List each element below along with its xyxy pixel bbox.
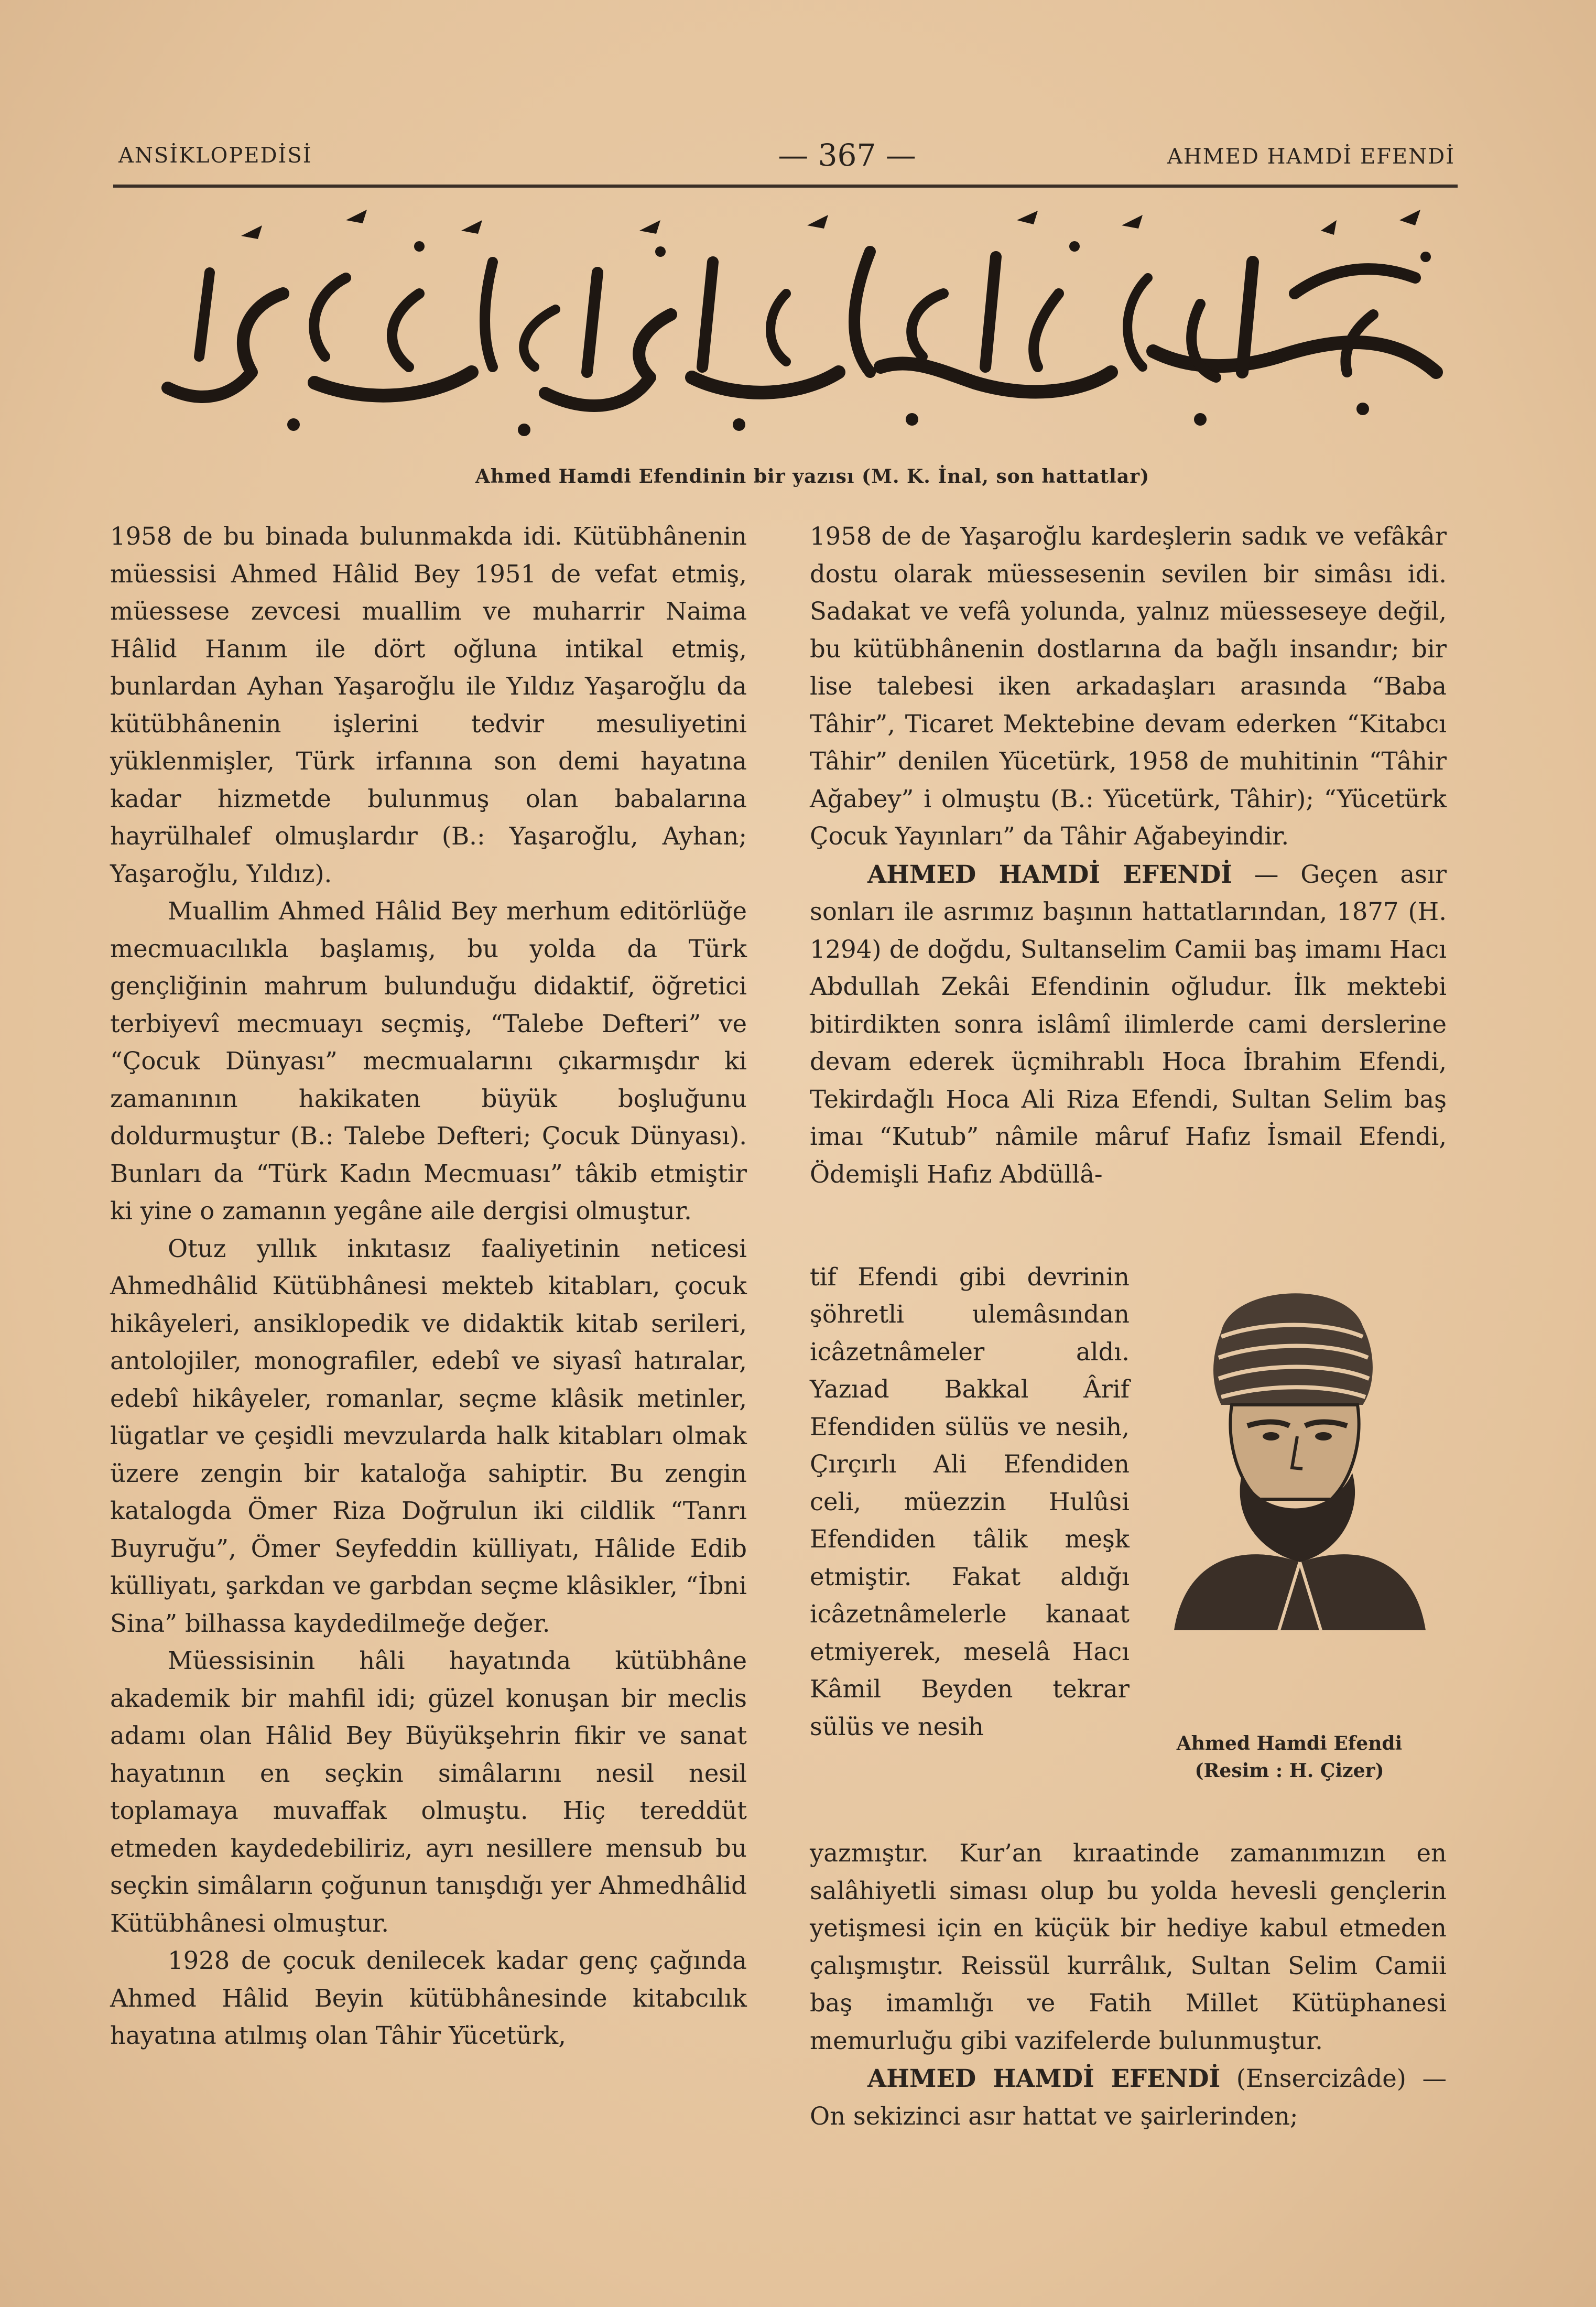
- portrait-caption-name: Ahmed Hamdi Efendi: [1176, 1732, 1403, 1754]
- left-paragraph-3: Otuz yıllık inkıtasız faaliyetinin neticesi Ahmedhâlid Kütübhânesi mekteb kitabları, çocuk hikâyeleri, ansiklopedik ve didaktik kitab serileri, antolojiler, monografiler, edebî ve siyasî hatıralar, edebî hikâyeler, romanlar, seçme klâsik metinler, lügatlar ve çeşidli mevzularda halk kitabları olmak üzere zengin bir kataloğa sahiptir. Bu zengin katalogda Ömer Riza Doğrulun iki cildlik “Tanrı Buyruğu”, Ömer Seyfeddin külliyatı, Hâlide Edib külliyatı, şarkdan ve garbdan seçme klâsikler, “İbni Sina” bilhassa kaydedilmeğe değer.: [110, 1234, 747, 1638]
- portrait-caption: [1127, 1730, 1452, 1784]
- entry-headword-2: AHMED HAMDİ EFENDİ: [867, 2064, 1221, 2093]
- page-number: — 367 —: [778, 137, 916, 173]
- right-column-narrow: [810, 1234, 1130, 1770]
- header-left: ANSİKLOPEDİSİ: [118, 144, 312, 168]
- right-paragraph-after: yazmıştır. Kur’an kıraatinde zamanımızın en salâhiyetli siması olup bu yolda hevesli gençlerin yetişmesi için en küçük bir hediye kabul etmeden çalışmıştır. Reissül kurrâlık, Sultan Selim Camii baş imamlığı ve Fatih Millet Kütüphanesi memurluğu gibi vazifelerde bulunmuştur.: [810, 1839, 1447, 2055]
- left-column: [110, 518, 747, 2055]
- portrait-image: [1143, 1269, 1436, 1630]
- entry-ahmed-hamdi-2: [810, 2060, 1447, 2135]
- entry-text-1: — Geçen asır sonları ile asrımız başının hattatlarından, 1877 (H. 1294) de doğdu, Sultanselim Camii baş imamı Hacı Abdullah Zekâi Efendinin oğludur. İlk mektebi bitirdikten sonra islâmî ilimlerde cami derslerine devam ederek üçmihrablı Hoca İbrahim Efendi, Tekirdağlı Hoca Ali Riza Efendi, Sultan Selim baş imaı “Kutub” nâmile mâruf Hafız İsmail Efendi, Ödemişli Hafız Abdüllâ-: [810, 860, 1447, 1188]
- portrait-caption-credit: (Resim : H. Çizer): [1195, 1760, 1384, 1782]
- calligraphy-text: فتحنا باسم فتاح لفتح الخير عنوان: [797, 461, 811, 462]
- calligraphy-caption: Ahmed Hamdi Efendinin bir yazısı (M. K. İnal, son hattatlar): [475, 465, 1150, 488]
- header-right: AHMED HAMDİ EFENDİ: [1167, 145, 1455, 169]
- entry-ahmed-hamdi-1: [810, 855, 1447, 1194]
- header-rule: [113, 185, 1458, 188]
- page-header: [113, 137, 1455, 174]
- entry-text-2: (Ensercizâde) — On sekizinci asır hattat ve şairlerinden;: [810, 2064, 1447, 2130]
- right-narrow-text: tif Efendi gibi devrinin şöhretli ulemâsından icâzetnâmeler aldı. Yazıad Bakkal Ârif Efendiden sülüs ve nesih, Çırçırlı Ali Efendiden celi, müezzin Hulûsi Efendiden tâlik meşk etmiştir. Fakat aldığı icâzetnâmelerle kanaat etmiyerek, meselâ Hacı Kâmil Beyden tekrar sülüs ve nesih: [810, 1262, 1130, 1741]
- left-paragraph-4: Müessisinin hâli hayatında kütübhâne akademik bir mahfil idi; güzel konuşan bir meclis adamı olan Hâlid Bey Büyükşehrin fikir ve sanat hayatının en seçkin simâlarını nesil nesil toplamaya muvaffak olmuştu. Hiç tereddüt etmeden kaydedebiliriz, ayrı nesillere mensub bu seçkin simâların çoğunun tanışdığı yer Ahmedhâlid Kütübhânesi olmuştur.: [110, 1647, 747, 1937]
- left-paragraph-1: 1958 de bu binada bulunmakda idi. Kütübhânenin müessisi Ahmed Hâlid Bey 1951 de vefat etmiş, müessese zevcesi muallim ve muharrir Naima Hâlid Hanım ile dört oğluna intikal etmiş, bunlardan Ayhan Yaşaroğlu ile Yıldız Yaşaroğlu da kütübhânenin işlerini tedvir mesuliyetini yüklenmişler, Türk irfanına son demi hayatına kadar hizmetde bulunmuş olan babalarına hayrülhalef olmuşlardır (B.: Yaşaroğlu, Ayhan; Yaşaroğlu, Yıldız).: [110, 522, 747, 888]
- entry-headword-1: AHMED HAMDİ EFENDİ: [867, 859, 1232, 889]
- left-paragraph-2: Muallim Ahmed Hâlid Bey merhum editörlüğe mecmuacılıkla başlamış, bu yolda da Türk gençliğinin mahrum bulunduğu didaktif, öğretici terbiyevî mecmuayı seçmiş, “Talebe Defteri” ve “Çocuk Dünyası” mecmualarını çıkarmışdır ki zamanının hakikaten büyük boşluğunu doldurmuştur (B.: Talebe Defteri; Çocuk Dünyası). Bunları da “Türk Kadın Mecmuası” tâkib etmiştir ki yine o zamanın yegâne aile dergisi olmuştur.: [110, 897, 747, 1225]
- calligraphy-image: [126, 199, 1468, 472]
- right-column-top: [810, 518, 1447, 1193]
- left-paragraph-5: 1928 de çocuk denilecek kadar genç çağında Ahmed Hâlid Beyin kütübhânesinde kitabcılık hayatına atılmış olan Tâhir Yücetürk,: [110, 1946, 747, 2050]
- right-column-bottom: [810, 1835, 1447, 2135]
- right-paragraph-1: 1958 de de Yaşaroğlu kardeşlerin sadık ve vefâkâr dostu olarak müessesenin sevilen bir simâsı idi. Sadakat ve vefâ yolunda, yalnız müesseseye değil, bu kütübhânenin dostlarına da bağlı insandır; bir lise talebesi iken arkadaşları arasında “Baba Tâhir”, Ticaret Mektebine devam ederken “Kitabcı Tâhir” denilen Yücetürk, 1958 de muhitinin “Tâhir Ağabey” i olmuştu (B.: Yücetürk, Tâhir); “Yücetürk Çocuk Yayınları” da Tâhir Ağabeyindir.: [810, 522, 1447, 850]
